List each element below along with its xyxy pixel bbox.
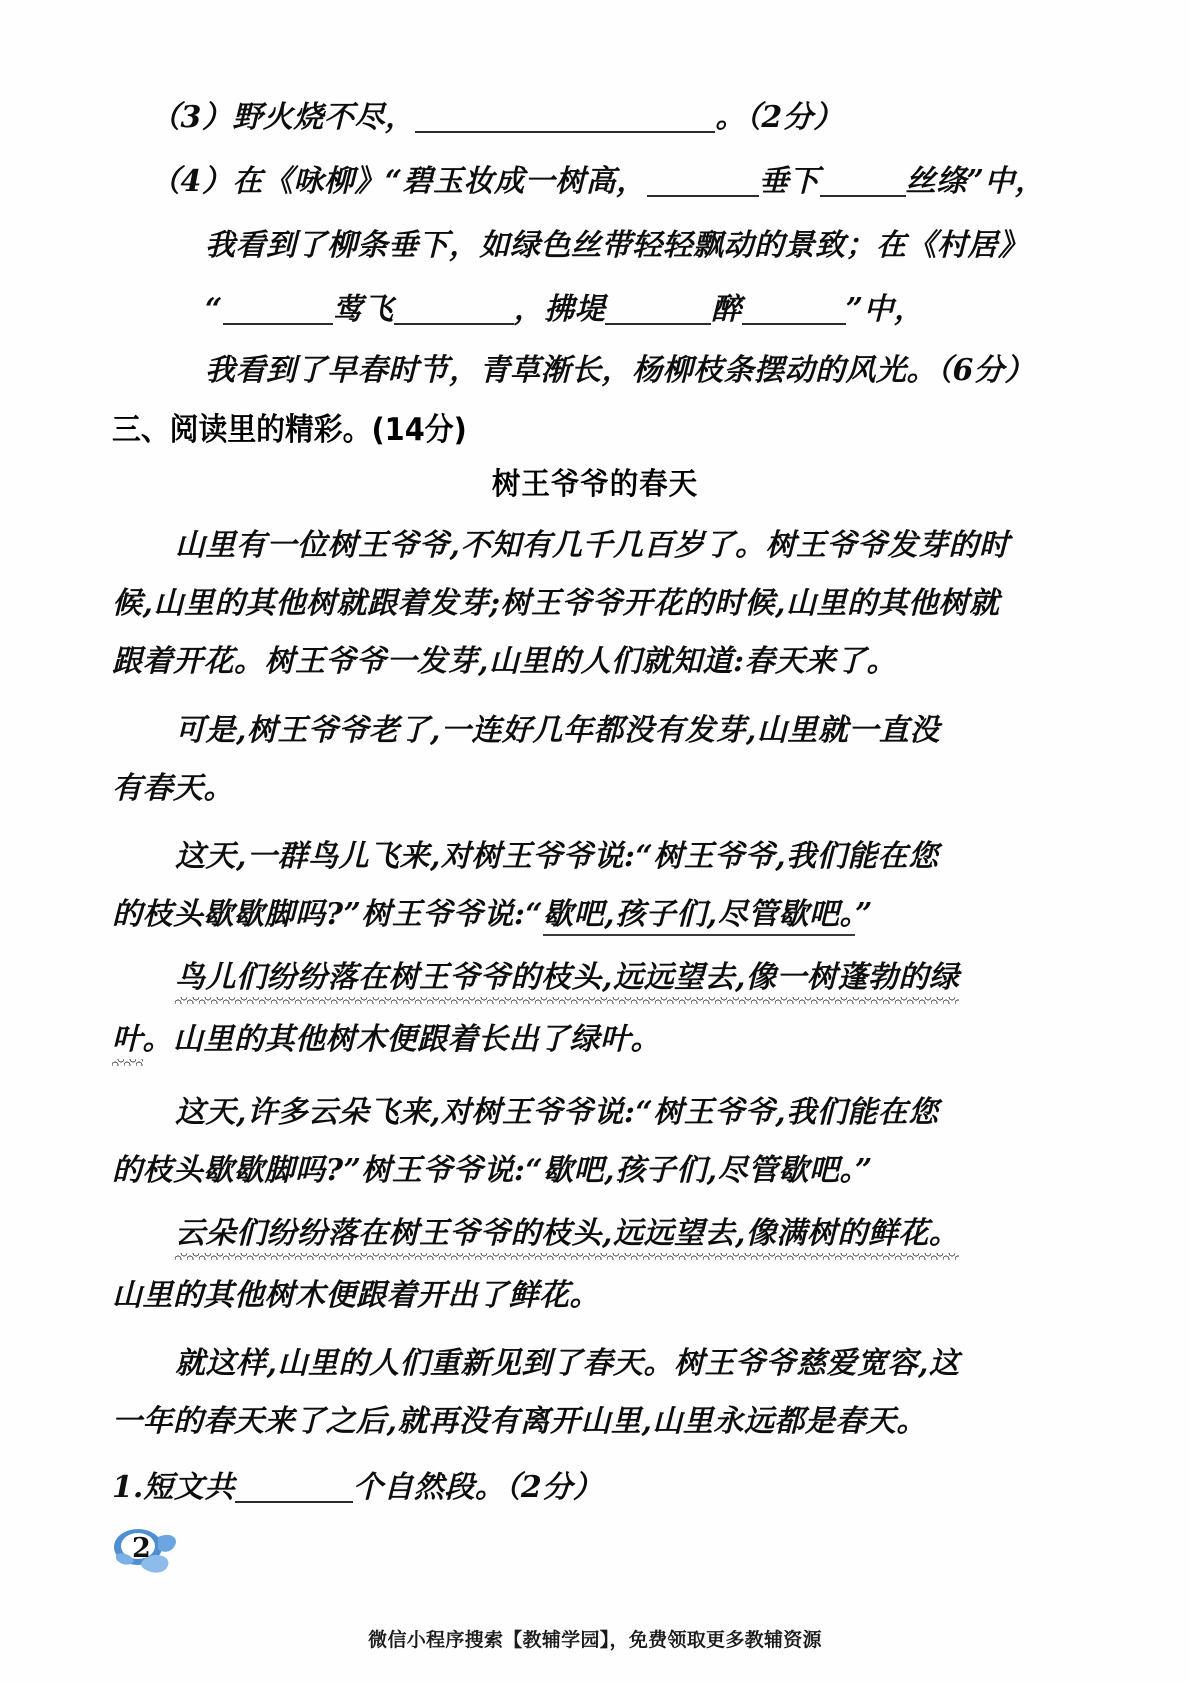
question-4-blank-1[interactable] [647,169,759,197]
article-line-7-text-plain: 的枝头歇歇脚吗?”树王爷爷说:“ [112,897,544,932]
article-line-12-wavy-sentence: 云朵们纷纷落在树王爷爷的枝头,远远望去,像满树的鲜花。 [175,1216,959,1254]
question-3-line [150,92,844,136]
footer-promo-text: 微信小程序搜索【教辅学园】，免费领取更多教辅资源 [368,1629,822,1651]
article-line-1-text: 山里有一位树王爷爷,不知有几千几百岁了。树王爷爷发芽的时 [175,528,1010,563]
article-line-9 [112,1014,661,1058]
question-4-text-a: 在《咏柳》“碧玉妆成一树高， [232,164,647,199]
question-4-text-d: 莺飞 [332,292,394,327]
article-line-3-text: 跟着开花。树王爷爷一发芽,山里的人们就知道:春天来了。 [112,644,898,679]
question-1-text-before: 短文共 [143,1470,235,1505]
article-line-4 [175,705,940,749]
section-heading [112,404,467,449]
question-4-text-g: ”中， [845,292,925,327]
question-4-line-2 [205,220,1029,264]
question-4-line-4-text: 我看到了早春时节，青草渐长，杨柳枝条摆动的风光。（6分） [205,353,1035,388]
question-3-label: （3） [150,100,233,135]
question-4-text-f: 醉 [711,292,742,327]
article-line-10-text: 这天,许多云朵飞来,对树王爷爷说:“树王爷爷,我们能在您 [175,1095,939,1130]
question-3-text-after: 。（2分） [715,100,844,135]
article-line-10 [175,1087,939,1131]
article-line-6-text: 这天,一群鸟儿飞来,对树王爷爷说:“树王爷爷,我们能在您 [175,839,939,874]
article-line-9-text: 。山里的其他树木便跟着长出了绿叶。 [142,1022,661,1057]
question-4-blank-4[interactable] [394,297,514,325]
article-line-7-underlined-sentence: 歇吧,孩子们,尽管歇吧。 [543,897,855,936]
article-line-6 [175,831,939,875]
question-1-number: 1. [112,1470,144,1505]
article-line-1 [175,520,1009,564]
question-4-text-b: 垂下 [758,164,820,199]
article-line-11-text: 的枝头歇歇脚吗?”树王爷爷说:“歇吧,孩子们,尽管歇吧。” [112,1153,873,1188]
article-line-13 [112,1270,600,1314]
question-4-text-e: ，拂堤 [513,292,606,327]
question-4-line-4 [205,345,1035,389]
article-line-8-wavy-sentence: 鸟儿们纷纷落在树王爷爷的枝头,远远望去,像一树蓬勃的绿 [175,960,959,998]
article-line-13-text: 山里的其他树木便跟着开出了鲜花。 [112,1278,600,1313]
article-line-15 [112,1396,927,1440]
question-4-text-c: 丝绦”中， [905,164,1046,199]
article-line-2 [112,578,999,622]
question-4-quote-open: “ [205,292,223,327]
question-4-blank-6[interactable] [742,297,846,325]
article-title-text: 树王爷爷的春天 [491,467,699,502]
article-line-5-text: 有春天。 [112,771,234,806]
question-3-text-before: 野火烧不尽， [232,100,416,135]
question-4-blank-3[interactable] [223,297,333,325]
article-line-14-text: 就这样,山里的人们重新见到了春天。树王爷爷慈爱宽容,这 [175,1346,960,1381]
article-title [30,459,1161,503]
question-4-line-2-text: 我看到了柳条垂下，如绿色丝带轻轻飘动的景致；在《村居》 [205,228,1029,263]
article-line-8 [175,952,959,996]
question-1-text-after: 个自然段。（2分） [352,1470,604,1505]
article-line-3 [112,636,897,680]
article-line-5 [112,763,234,807]
article-line-2-text: 候,山里的其他树就跟着发芽;树王爷爷开花的时候,山里的其他树就 [112,586,1000,621]
article-line-11 [112,1145,873,1189]
question-1-answer-blank[interactable] [235,1475,353,1503]
page-number: 2 [132,1533,151,1564]
question-4-label: （4） [150,164,233,199]
question-4-line-3 [205,284,925,328]
article-line-7 [112,889,873,933]
article-line-14 [175,1338,959,1382]
section-heading-text: 三、阅读里的精彩。(14分) [112,412,467,448]
article-line-12 [175,1208,959,1252]
page-number-badge [112,1525,190,1579]
question-1-line [112,1462,603,1506]
question-4-blank-5[interactable] [605,297,711,325]
article-line-7-quote-close: ” [855,897,873,932]
question-3-answer-blank[interactable] [415,105,715,133]
question-4-line-1 [150,156,1045,200]
article-line-15-text: 一年的春天来了之后,就再没有离开山里,山里永远都是春天。 [112,1404,927,1439]
question-4-blank-2[interactable] [820,169,906,197]
article-line-9-wavy-continuation: 叶 [112,1022,143,1060]
article-line-4-text: 可是,树王爷爷老了,一连好几年都没有发芽,山里就一直没 [175,713,940,748]
